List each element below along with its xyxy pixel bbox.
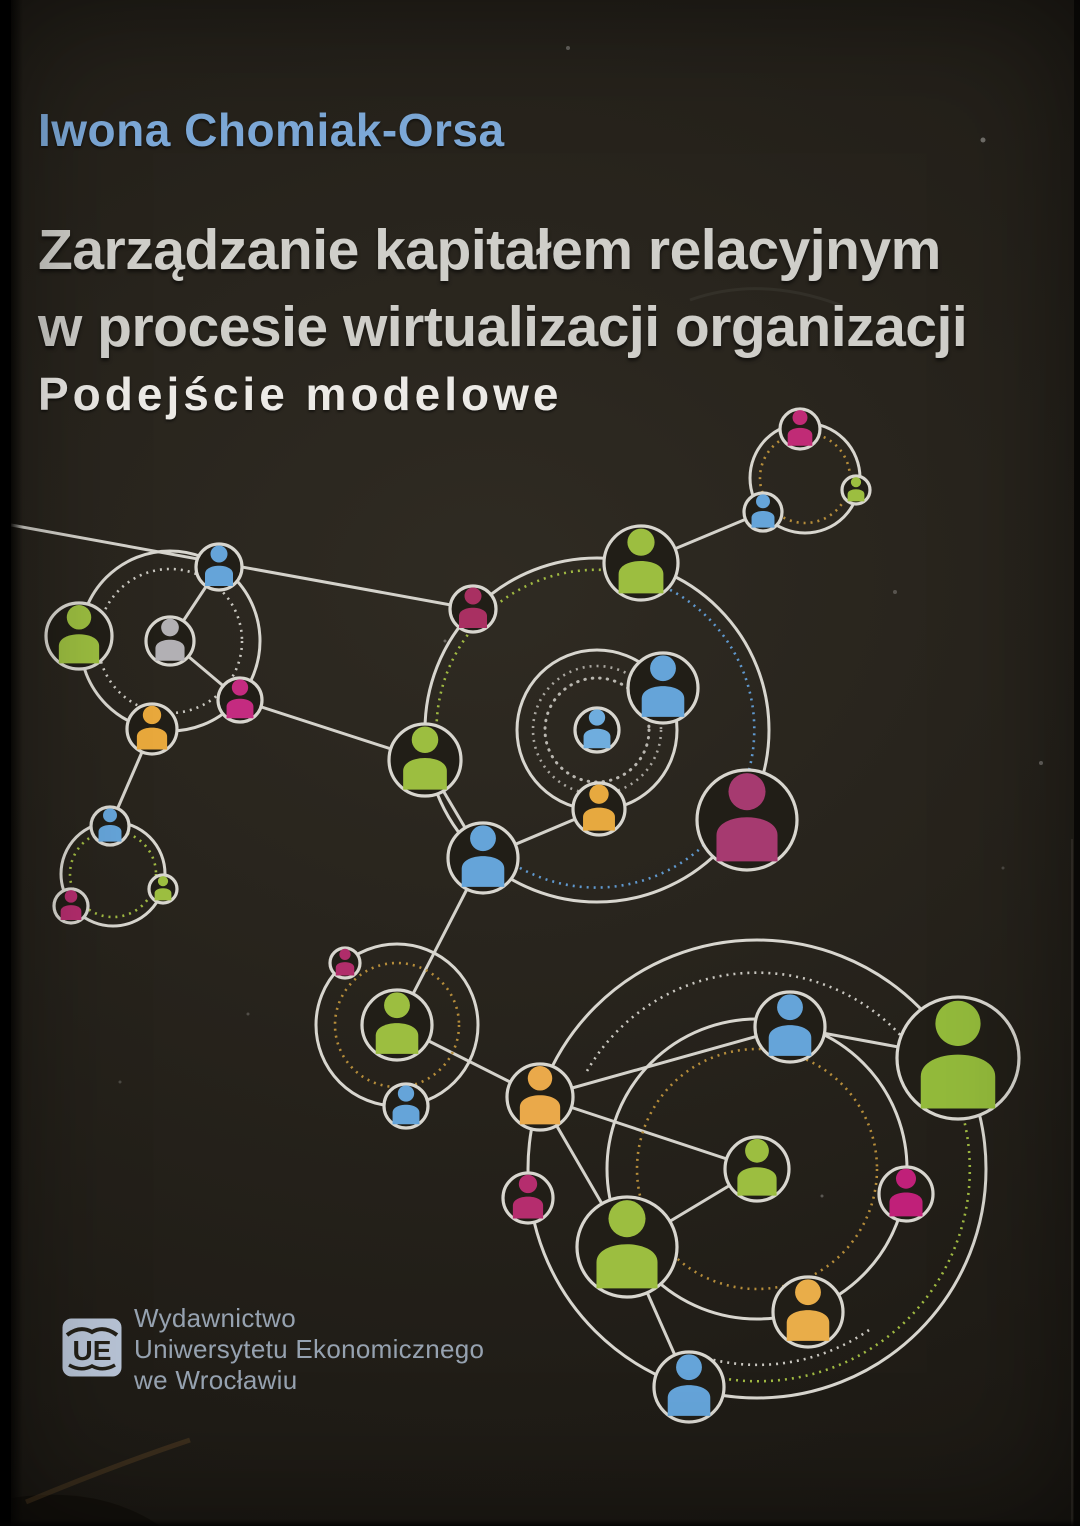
scan-edge-left-shade (11, 0, 23, 1526)
page-edge-highlight (1071, 839, 1073, 1526)
person-node-green-large (897, 997, 1019, 1119)
person-node-orange (127, 704, 177, 754)
person-node-blue (448, 823, 518, 893)
logo-letters: UE (72, 1335, 112, 1366)
page-curl-highlight (26, 1440, 190, 1502)
person-node-green-large (577, 1197, 677, 1297)
publisher-line-1: Wydawnictwo (134, 1303, 297, 1333)
cluster-bottom-left (54, 807, 177, 926)
person-node-orange (573, 783, 625, 835)
scan-edge-bottom (0, 1519, 1080, 1526)
person-node-green (604, 526, 678, 600)
connection-line (540, 1027, 790, 1097)
title-line-2: w procesie wirtualizacji organizacji (38, 295, 968, 359)
cluster-top-right (744, 409, 870, 533)
cluster-left (46, 544, 262, 754)
book-subtitle: Podejście modelowe (38, 368, 563, 420)
book-title (38, 212, 967, 366)
person-node-blue (384, 1084, 428, 1128)
person-node-blue (628, 653, 698, 723)
person-node-magenta (879, 1167, 933, 1221)
person-node-blue (654, 1352, 724, 1422)
person-node-magenta (780, 409, 820, 449)
scan-edge-right (1074, 0, 1080, 1526)
cluster-central (389, 526, 797, 902)
person-node-blue (196, 544, 242, 590)
person-node-blue (755, 992, 825, 1062)
publisher-line-3: we Wrocławiu (134, 1365, 298, 1395)
person-node-magenta (450, 586, 496, 632)
cluster-bottom-right (503, 940, 1019, 1422)
person-node-magenta (503, 1173, 553, 1223)
person-node-magenta (54, 889, 88, 923)
person-node-gray (146, 617, 194, 665)
person-node-magenta (330, 948, 360, 978)
person-node-green (842, 476, 870, 504)
cluster-middle (316, 944, 478, 1128)
publisher-block (134, 1303, 484, 1396)
title-line-1: Zarządzanie kapitałem relacyjnym (38, 218, 941, 282)
publisher-logo (61, 1317, 123, 1378)
scan-edge-left (0, 0, 11, 1526)
author-name: Iwona Chomiak-Orsa (38, 104, 505, 156)
publisher-line-2: Uniwersytetu Ekonomicznego (134, 1334, 485, 1364)
connection-lines (0, 512, 958, 1387)
person-node-orange (773, 1277, 843, 1347)
person-node-green-center (725, 1137, 789, 1201)
person-node-green-center (362, 990, 432, 1060)
person-node-blue (91, 807, 129, 845)
person-node-blue (744, 493, 782, 531)
person-node-green (46, 603, 112, 669)
person-node-green (389, 724, 461, 796)
person-node-orange (507, 1064, 573, 1130)
person-node-magenta-large (697, 770, 797, 870)
person-node-green (149, 875, 177, 903)
person-node-magenta (218, 678, 262, 722)
person-node-blue-center (575, 708, 619, 752)
